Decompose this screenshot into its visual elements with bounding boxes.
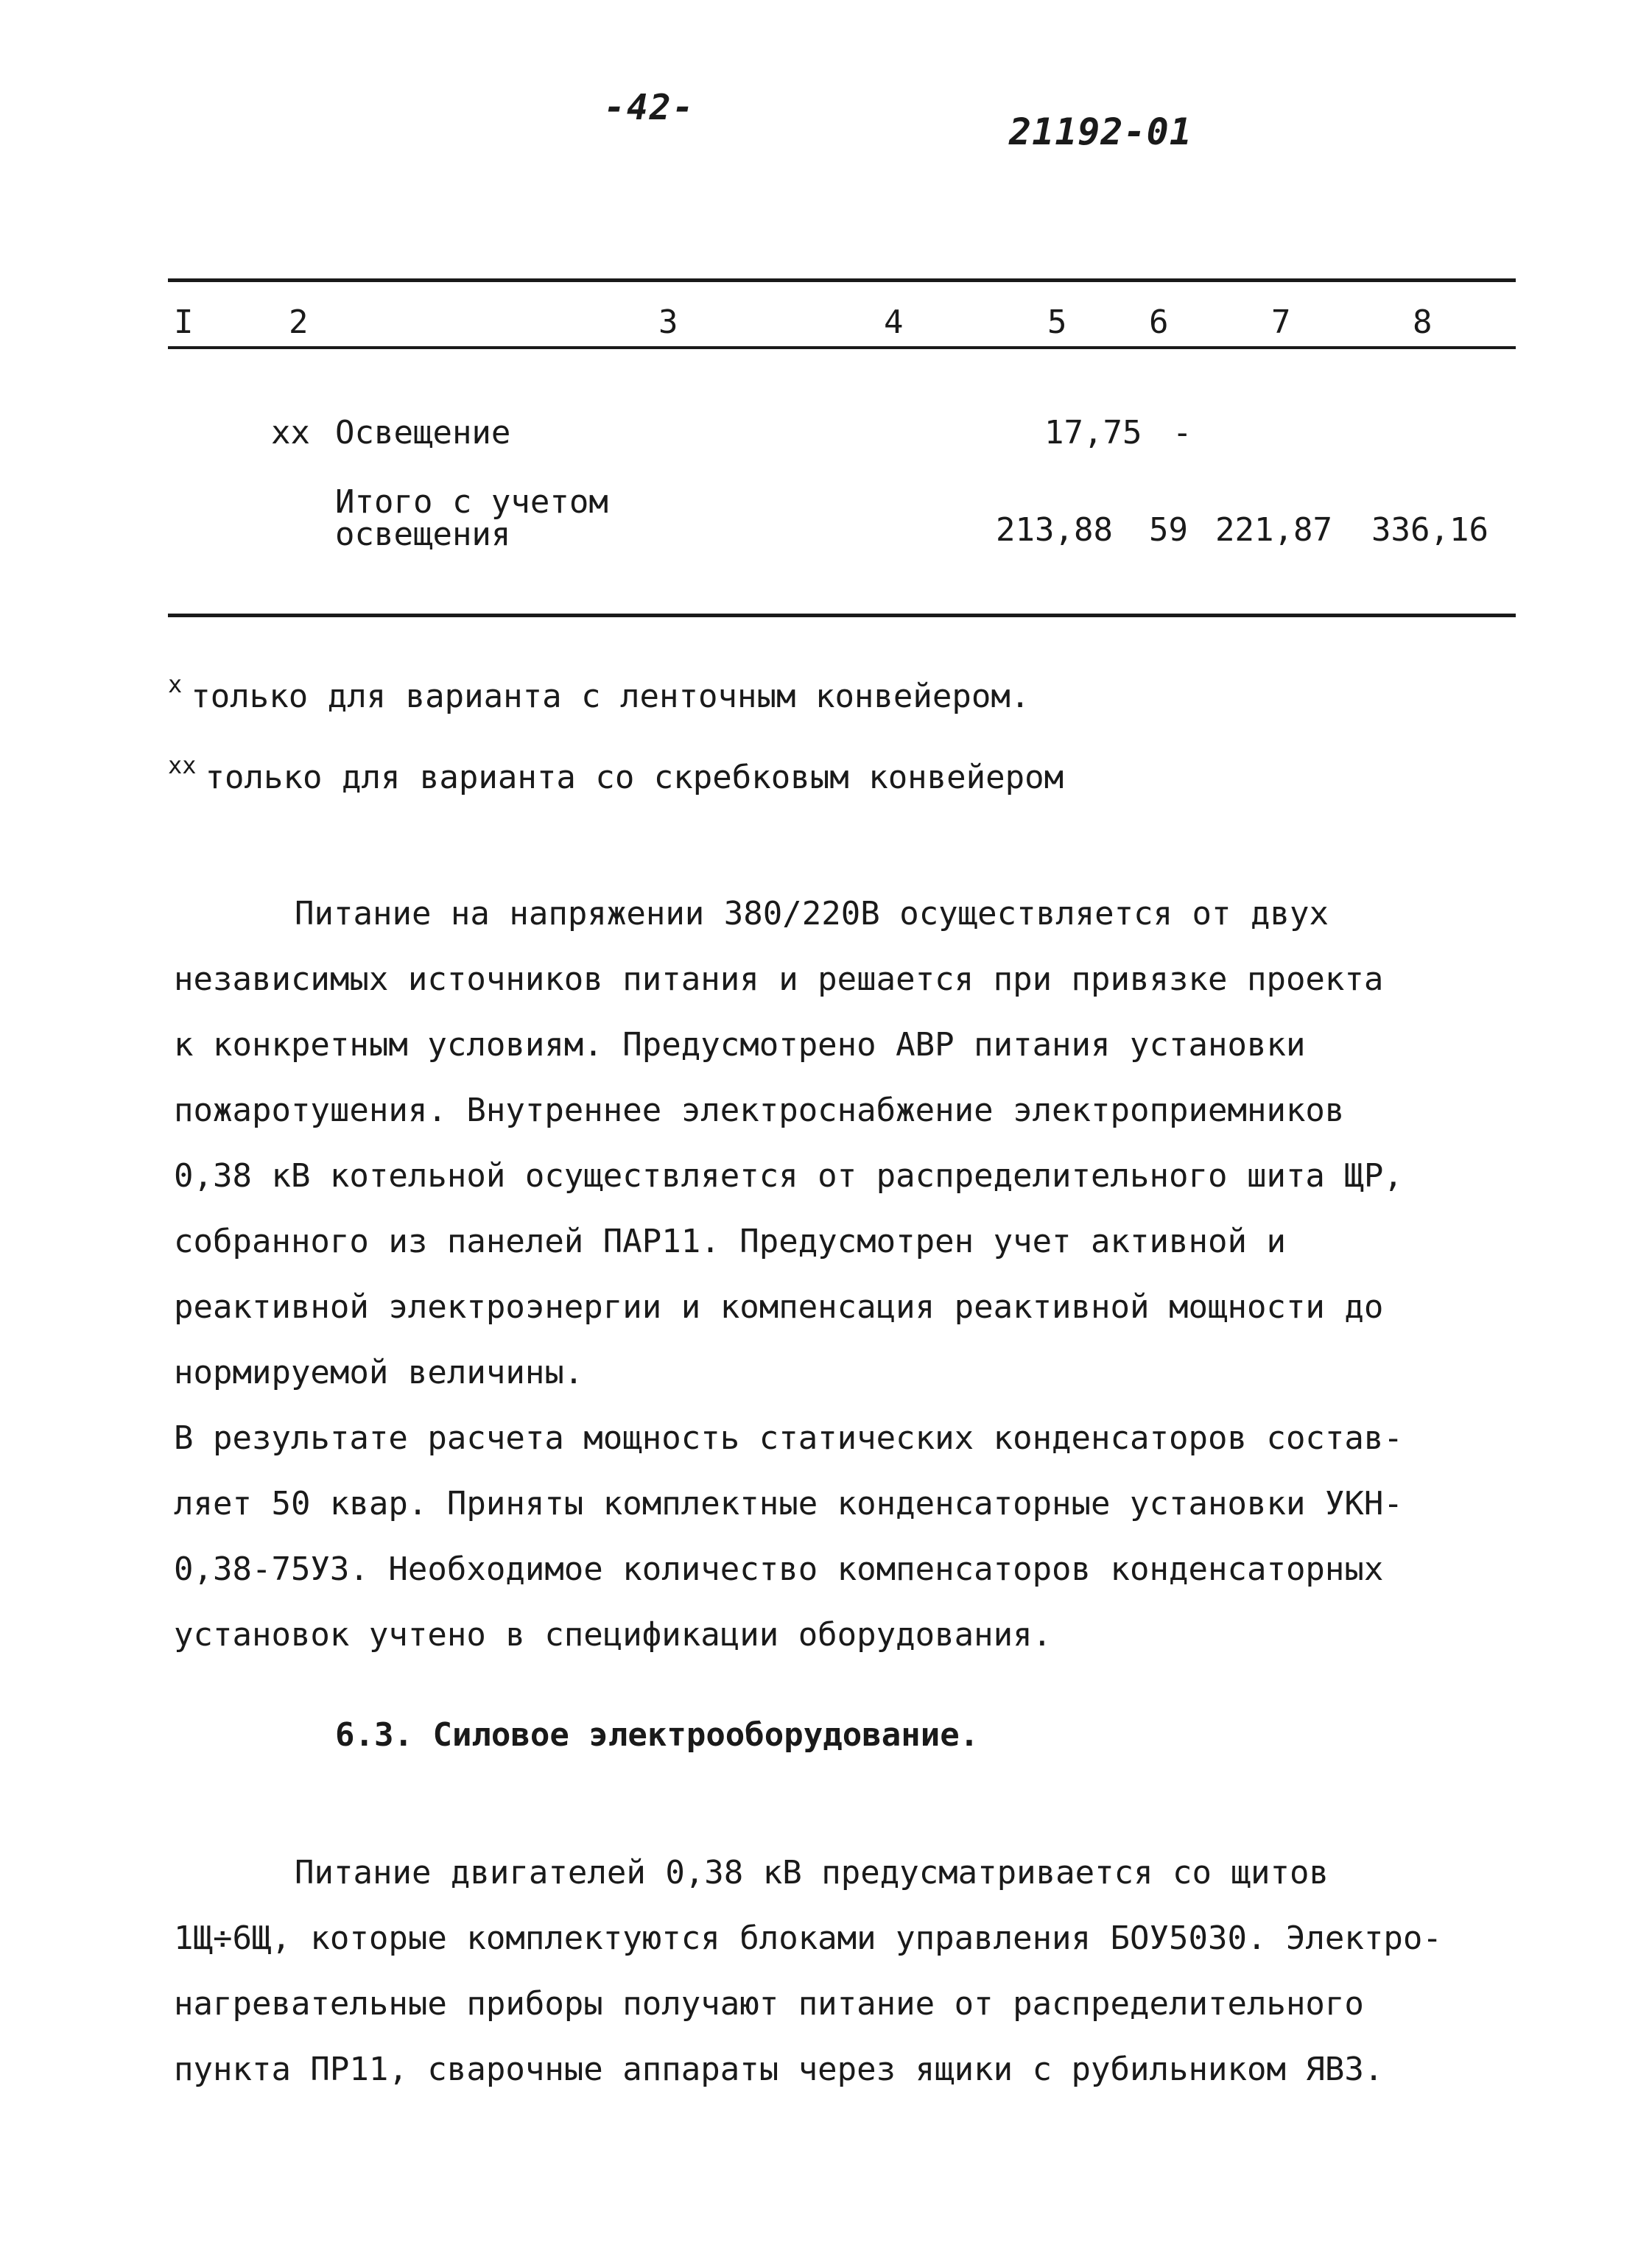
row-name: Освещение (335, 414, 511, 452)
row-marker: xx (271, 414, 310, 452)
row-col5: 213,88 (996, 511, 1113, 549)
table-bottom-rule (168, 614, 1516, 617)
row-col8: 336,16 (1371, 511, 1488, 549)
footnote-text: только для варианта с ленточным конвейером. (191, 678, 1030, 715)
column-header-2: 2 (289, 303, 309, 341)
column-header-8: 8 (1413, 303, 1433, 341)
column-header-7: 7 (1271, 303, 1291, 341)
footnote-x (168, 670, 1030, 715)
row-col6: - (1173, 414, 1192, 452)
column-header-6: 6 (1149, 303, 1169, 341)
row-col6: 59 (1149, 511, 1188, 549)
table-header-rule (168, 346, 1516, 349)
table-top-rule (168, 278, 1516, 282)
document-code: 21192-01 (1009, 110, 1192, 153)
column-header-5: 5 (1047, 303, 1067, 341)
footnote-xx (168, 751, 1064, 796)
column-header-4: 4 (884, 303, 904, 341)
footnote-text: только для варианта со скребковым конвейером (205, 759, 1064, 796)
section-heading: 6.3. Силовое электрооборудование. (335, 1716, 980, 1754)
body-paragraph-motors: Питание двигателей 0,38 кВ предусматривается со щитов 1Щ÷6Щ, которые комплектуются блоками управления БОУ5030. Электро- нагревательные приборы получают питание от распределительного пункта ПР11, сварочные аппараты через ящики с рубильником ЯВЗ. (174, 1854, 1442, 2088)
row-name: Итого с учетом освещения (335, 483, 608, 553)
column-header-1: I (174, 303, 194, 341)
row-col7: 221,87 (1215, 511, 1332, 549)
footnote-mark: x (168, 670, 183, 698)
column-header-3: 3 (658, 303, 678, 341)
row-col5: 17,75 (1044, 414, 1142, 452)
footnote-mark: xx (168, 751, 197, 779)
body-paragraph-power-supply: Питание на напряжении 380/220В осуществляется от двух независимых источников питания и решается при привязке проекта к конкретным условиям. Предусмотрено АВР питания установки пожаротушения. Внутреннее электроснабжение электроприемников 0,38 кВ котельной осуществляется от распределительного шита ЩР, собранного из панелей ПАР11. Предусмотрен учет активной и реактивной электроэнергии и компенсация реактивной мощности до нормируемой величины. В результате расчета мощность статических конденсаторов состав- ляет 50 квар. Приняты комплектные конденсаторные установки УКН- 0,38-75УЗ. Необходимое количество компенсаторов конденсаторных установок учтено в спецификации оборудования. (174, 895, 1403, 1654)
page-number: -42- (604, 87, 695, 128)
